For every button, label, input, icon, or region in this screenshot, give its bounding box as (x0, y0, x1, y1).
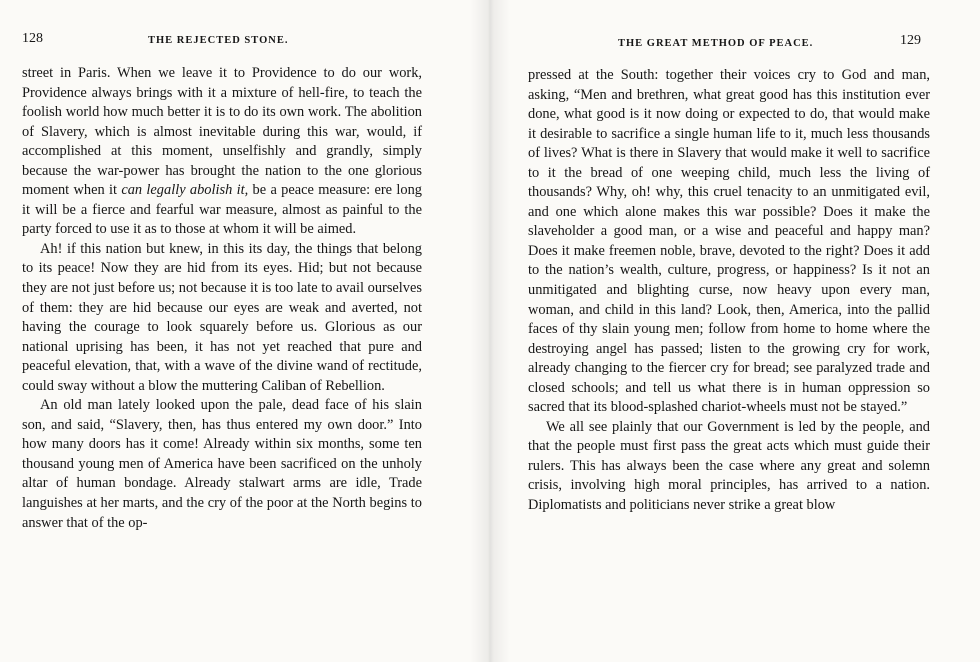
right-paragraph-1: pressed at the South: together their voices cry to God and man, asking, “Men and brethren, what great good has this institution ever done, what good is it now doing or expected to do, that would make it desirable to sacrifice a single human life to it, much less thousands of lives? What is there in Slavery that would make it well to sacrifice to it the bread of one weeping child, much less the living of thousands? Why, oh! why, this cruel tenacity to an unmitigated evil, and one which alone makes this war possible? Does it make the slaveholder a good man, or a wise and peaceful and happy man? Does it make freemen noble, brave, devoted to the right? Does it add to the nation’s wealth, culture, progress, or happiness? Is it not an unmitigated and blighting curse, now heavy upon every man, woman, and child in this land? Look, then, America, into the pallid faces of thy slain young men; follow from home to home where the destroying angel has passed; listen to the growing cry for work, already changing to the fiercer cry for bread; see paralyzed trade and closed schools; and tell us what there is in human oppression so sacred that its blood-splashed chariot-wheels must not be stayed.” (528, 67, 930, 416)
left-page (0, 0, 478, 662)
right-page-number: 129 (900, 33, 921, 48)
right-running-head: THE GREAT METHOD OF PEACE. (618, 38, 814, 49)
right-page (490, 0, 980, 662)
left-body-text (22, 64, 422, 533)
left-paragraph-2: Ah! if this nation but knew, in this its day, the things that belong to its peace! Now they are hid from its eyes. Hid; but not because they are not just before us; not because it is too late to avail ourselves of them: they are hid because our eyes are weak and averted, not having the courage to look squarely before us. Glorious as our national uprising has been, it has not yet reached that pure and peaceful elevation, that, with a wave of the divine wand of rectitude, could sway without a blow the muttering Caliban of Rebellion. (22, 240, 422, 394)
left-paragraph-1 (22, 64, 422, 240)
left-paragraph-1-text: street in Paris. When we leave it to Providence to do our work, Providence always brings with it a mixture of hell-fire, to teach the foolish world how much better it is to do its own work. The abolition of Slavery, which is almost inevitable during this war, would, if accomplished at this moment, unselfishly and grandly, simply because the war-power has brought the nation to the one glorious moment when it (22, 65, 422, 199)
right-paragraph-2: We all see plainly that our Government is led by the people, and that the people must first pass the great acts which must guide their rulers. This has always been the case where any great and solemn crisis, involving high moral principles, has arrived to a nation. Diplomatists and politicians never strike a great blow (528, 418, 930, 514)
left-running-head: THE REJECTED STONE. (148, 35, 289, 46)
left-page-number: 128 (22, 31, 43, 46)
left-paragraph-1-italic: can legally abolish it, (121, 182, 249, 199)
left-paragraph-1-end: be a peace measure: ere long it will be a fierce and fearful war measure, almost as painful to the party forced to use it as to those at whom it will be aimed. (22, 182, 422, 238)
left-paragraph-3: An old man lately looked upon the pale, dead face of his slain son, and said, “Slavery, then, has thus entered my own door.” Into how many doors has it come! Already within six months, some ten thousand young men of America have been sacrificed on the unholy altar of human bondage. Already stalwart arms are idle, Trade languishes at her marts, and the cry of the poor at the North begins to answer that of the op- (22, 397, 422, 531)
right-body-text (528, 66, 930, 516)
